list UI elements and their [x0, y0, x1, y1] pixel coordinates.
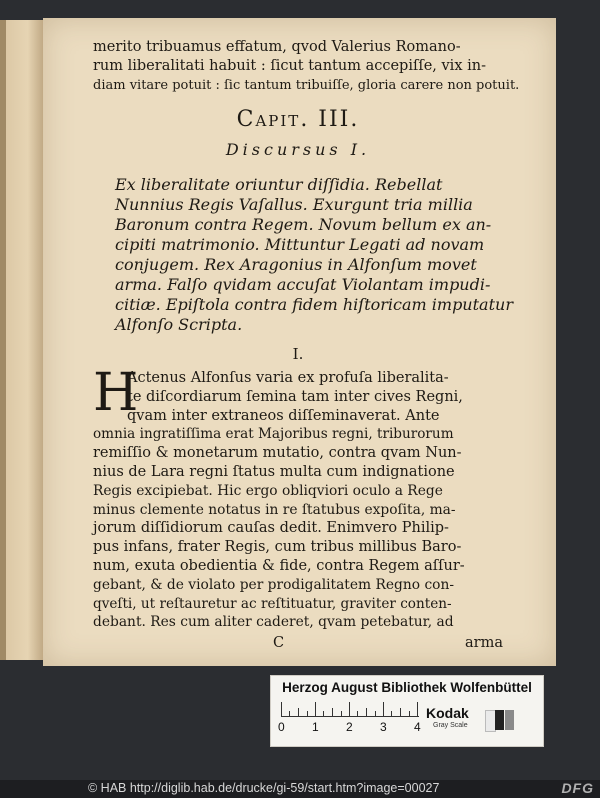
book-page	[43, 18, 556, 666]
color-reference-card	[270, 675, 544, 747]
ruler-number: 1	[312, 720, 319, 734]
ruler-tick	[298, 708, 299, 716]
copyright-credit[interactable]: © HAB http://diglib.hab.de/drucke/gi-59/start.htm?image=00027	[88, 781, 440, 795]
previous-page-edge	[0, 20, 47, 660]
summary-line: Baronum contra Regem. Novum bellum ex an-	[115, 215, 492, 234]
ruler-tick	[323, 711, 324, 716]
kodak-logo: Kodak	[426, 705, 469, 721]
page-text	[93, 38, 520, 652]
summary-line: arma. Falſo qvidam accuſat Violantam impudi-	[115, 275, 491, 294]
body-line: qvam inter extraneos diſſeminaverat. Ante	[127, 407, 440, 424]
ruler-number: 0	[278, 720, 285, 734]
catchword: arma	[465, 635, 503, 652]
body-line: qveſti, ut reſtauretur ac reſtituatur, graviter conten-	[93, 595, 452, 612]
section-numeral: I.	[292, 345, 304, 363]
top-line: rum liberalitati habuit : ſicut tantum accepiſſe, vix in-	[93, 58, 486, 74]
body-line: minus clemente notatus in re ſtatubus expoſita, ma-	[93, 501, 456, 518]
body-line: pus infans, frater Regis, cum tribus millibus Baro-	[93, 539, 462, 556]
body-line: Actenus Alfonſus varia ex profuſa liberalita-	[127, 370, 449, 386]
ruler-tick	[341, 711, 342, 716]
ruler-tick	[409, 711, 410, 716]
signature-mark: C	[273, 635, 285, 652]
ruler-tick	[357, 711, 358, 716]
body-paragraph	[93, 363, 503, 632]
summary-line: Ex liberalitate oriuntur diſſidia. Rebellat	[115, 175, 443, 194]
summary-line: cipiti matrimonio. Mittuntur Legati ad novam	[115, 235, 485, 254]
ruler-number: 2	[346, 720, 353, 734]
chapter-summary	[93, 175, 513, 335]
library-name: Herzog August Bibliothek Wolfenbüttel	[282, 680, 532, 695]
body-line: debant. Res cum aliter caderet, qvam petebatur, ad	[93, 614, 454, 631]
page-footer-row	[93, 634, 503, 652]
summary-line: Nunnius Regis Vaſallus. Exurgunt tria millia	[115, 195, 473, 214]
ruler-tick	[383, 702, 384, 716]
body-line: Regis excipiebat. Hic ergo obliqviori oculo a Rege	[93, 482, 443, 499]
body-line: omnia ingratiſſima erat Majoribus regni, triburorum	[93, 426, 454, 443]
summary-line: conjugem. Rex Aragonius in Alfonſum movet	[115, 255, 477, 274]
chapter-title: Capit. III.	[236, 107, 360, 132]
gray-chip-dark	[495, 710, 504, 730]
body-line: num, exuta obedientia & fide, contra Regem aſſur-	[93, 557, 465, 574]
discursus-subtitle: Discursus I.	[225, 140, 371, 159]
ruler-tick	[289, 711, 290, 716]
body-line: te diſcordiarum ſemina tam inter cives Regni,	[127, 388, 463, 405]
ruler-tick	[417, 702, 418, 716]
scale-ruler	[281, 702, 419, 717]
body-line: gebant, & de violato per prodigalitatem Regno con-	[93, 576, 455, 593]
ruler-tick	[375, 711, 376, 716]
previous-page-spine	[0, 20, 6, 660]
gray-scale-label: Gray Scale	[433, 722, 468, 729]
top-paragraph	[93, 38, 520, 95]
body-line: nius de Lara regni ſtatus multa cum indignatione	[93, 463, 455, 480]
ruler-tick	[315, 702, 316, 716]
drop-cap: H	[93, 363, 139, 423]
ruler-tick	[307, 711, 308, 716]
ruler-tick	[366, 708, 367, 716]
ruler-tick	[349, 702, 350, 716]
ruler-number: 4	[414, 720, 421, 734]
ruler-tick	[281, 702, 282, 716]
credit-bar	[0, 780, 600, 798]
top-line: merito tribuamus effatum, qvod Valerius Romano-	[93, 39, 461, 55]
top-line: diam vitare potuit : ſic tantum tribuiſſe, gloria carere non potuit.	[93, 78, 520, 93]
body-line: jorum diſſidiorum cauſas dedit. Enimvero Philip-	[93, 520, 449, 537]
ruler-tick	[391, 711, 392, 716]
body-line: remiſſio & monetarum mutatio, contra qvam Nun-	[93, 445, 462, 462]
gray-chip-mid	[505, 710, 514, 730]
summary-line: Alfonſo Scripta.	[115, 315, 243, 334]
summary-line: citiæ. Epiſtola contra fidem hiſtoricam imputatur	[115, 295, 513, 314]
ruler-tick	[332, 708, 333, 716]
dfg-logo: DFG	[561, 780, 594, 796]
ruler-tick	[400, 708, 401, 716]
ruler-number: 3	[380, 720, 387, 734]
